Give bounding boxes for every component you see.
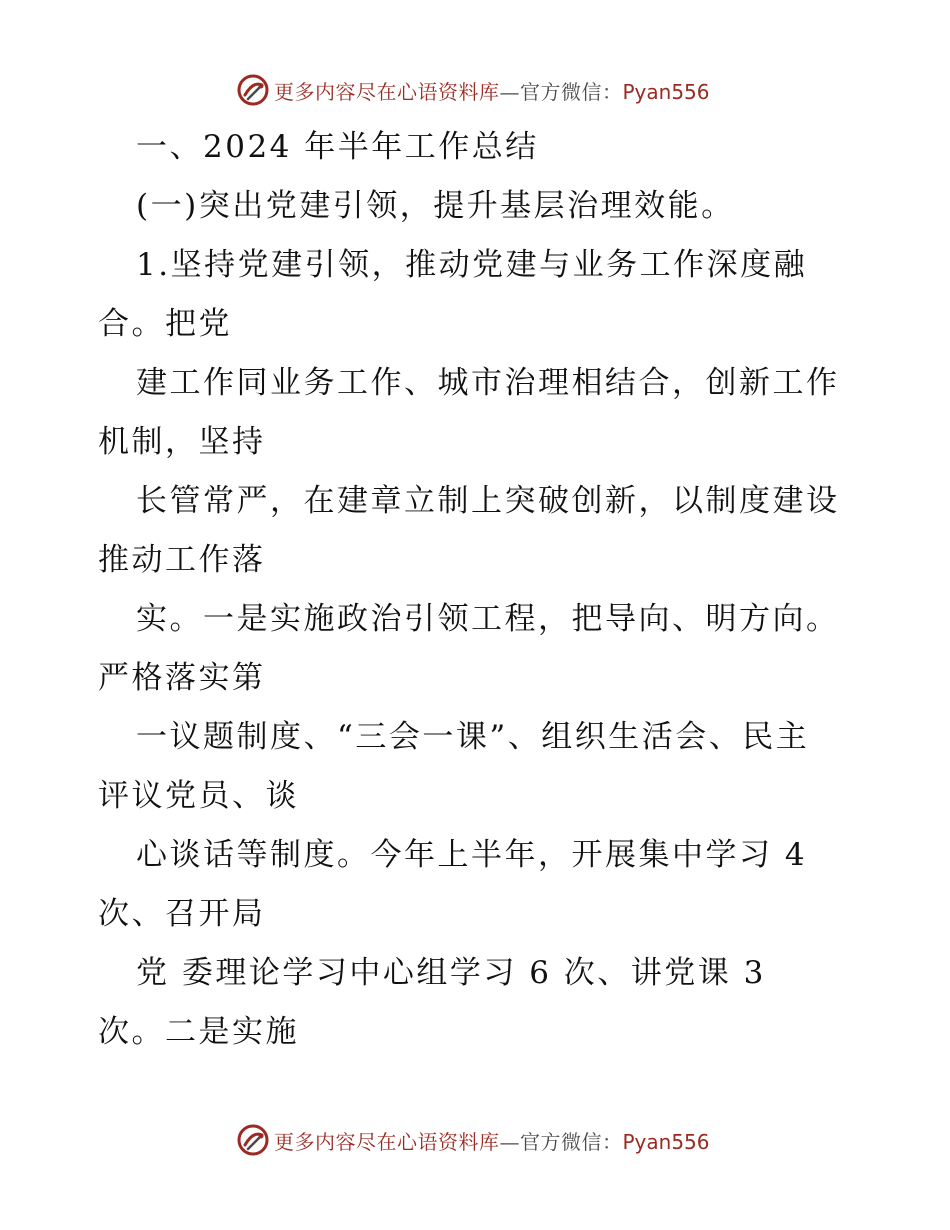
watermark-id: Pyan556 [622, 1129, 710, 1154]
logo-icon [236, 73, 270, 107]
watermark-separator: —官方微信： [499, 1129, 623, 1154]
text-line: 1.坚持党建引领，推动党建与业务工作深度融 [136, 247, 808, 283]
text-line: 一、2024 年半年工作总结 [136, 129, 539, 165]
header-watermark [236, 72, 710, 108]
watermark-text [274, 1126, 710, 1155]
text-line: 心谈话等制度。今年上半年，开展集中学习 4 [136, 837, 808, 873]
text-line: 次。二是实施 [98, 1014, 299, 1050]
text-line: 党 委理论学习中心组学习 6 次、讲党课 3 [136, 955, 766, 991]
text-line: 评议党员、谈 [98, 778, 299, 814]
watermark-id: Pyan556 [622, 79, 710, 104]
text-line: 次、召开局 [98, 896, 266, 932]
text-line: 建工作同业务工作、城市治理相结合，创新工作 [136, 365, 840, 401]
text-line: 严格落实第 [98, 660, 266, 696]
watermark-main: 更多内容尽在心语资料库 [274, 79, 500, 104]
watermark-text [274, 76, 710, 105]
watermark-main: 更多内容尽在心语资料库 [274, 1129, 500, 1154]
watermark-separator: —官方微信： [499, 79, 623, 104]
text-line: 一议题制度、“三会一课”、组织生活会、民主 [136, 719, 810, 755]
document-body [98, 118, 868, 1062]
text-line: (一)突出党建引领，提升基层治理效能。 [136, 188, 735, 224]
text-line: 合。把党 [98, 306, 232, 342]
text-line: 长管常严，在建章立制上突破创新，以制度建设 [136, 483, 840, 519]
text-line: 实。一是实施政治引领工程，把导向、明方向。 [136, 601, 840, 637]
text-line: 推动工作落 [98, 542, 266, 578]
text-line: 机制，坚持 [98, 424, 266, 460]
logo-icon [236, 1123, 270, 1157]
footer-watermark [236, 1122, 710, 1158]
